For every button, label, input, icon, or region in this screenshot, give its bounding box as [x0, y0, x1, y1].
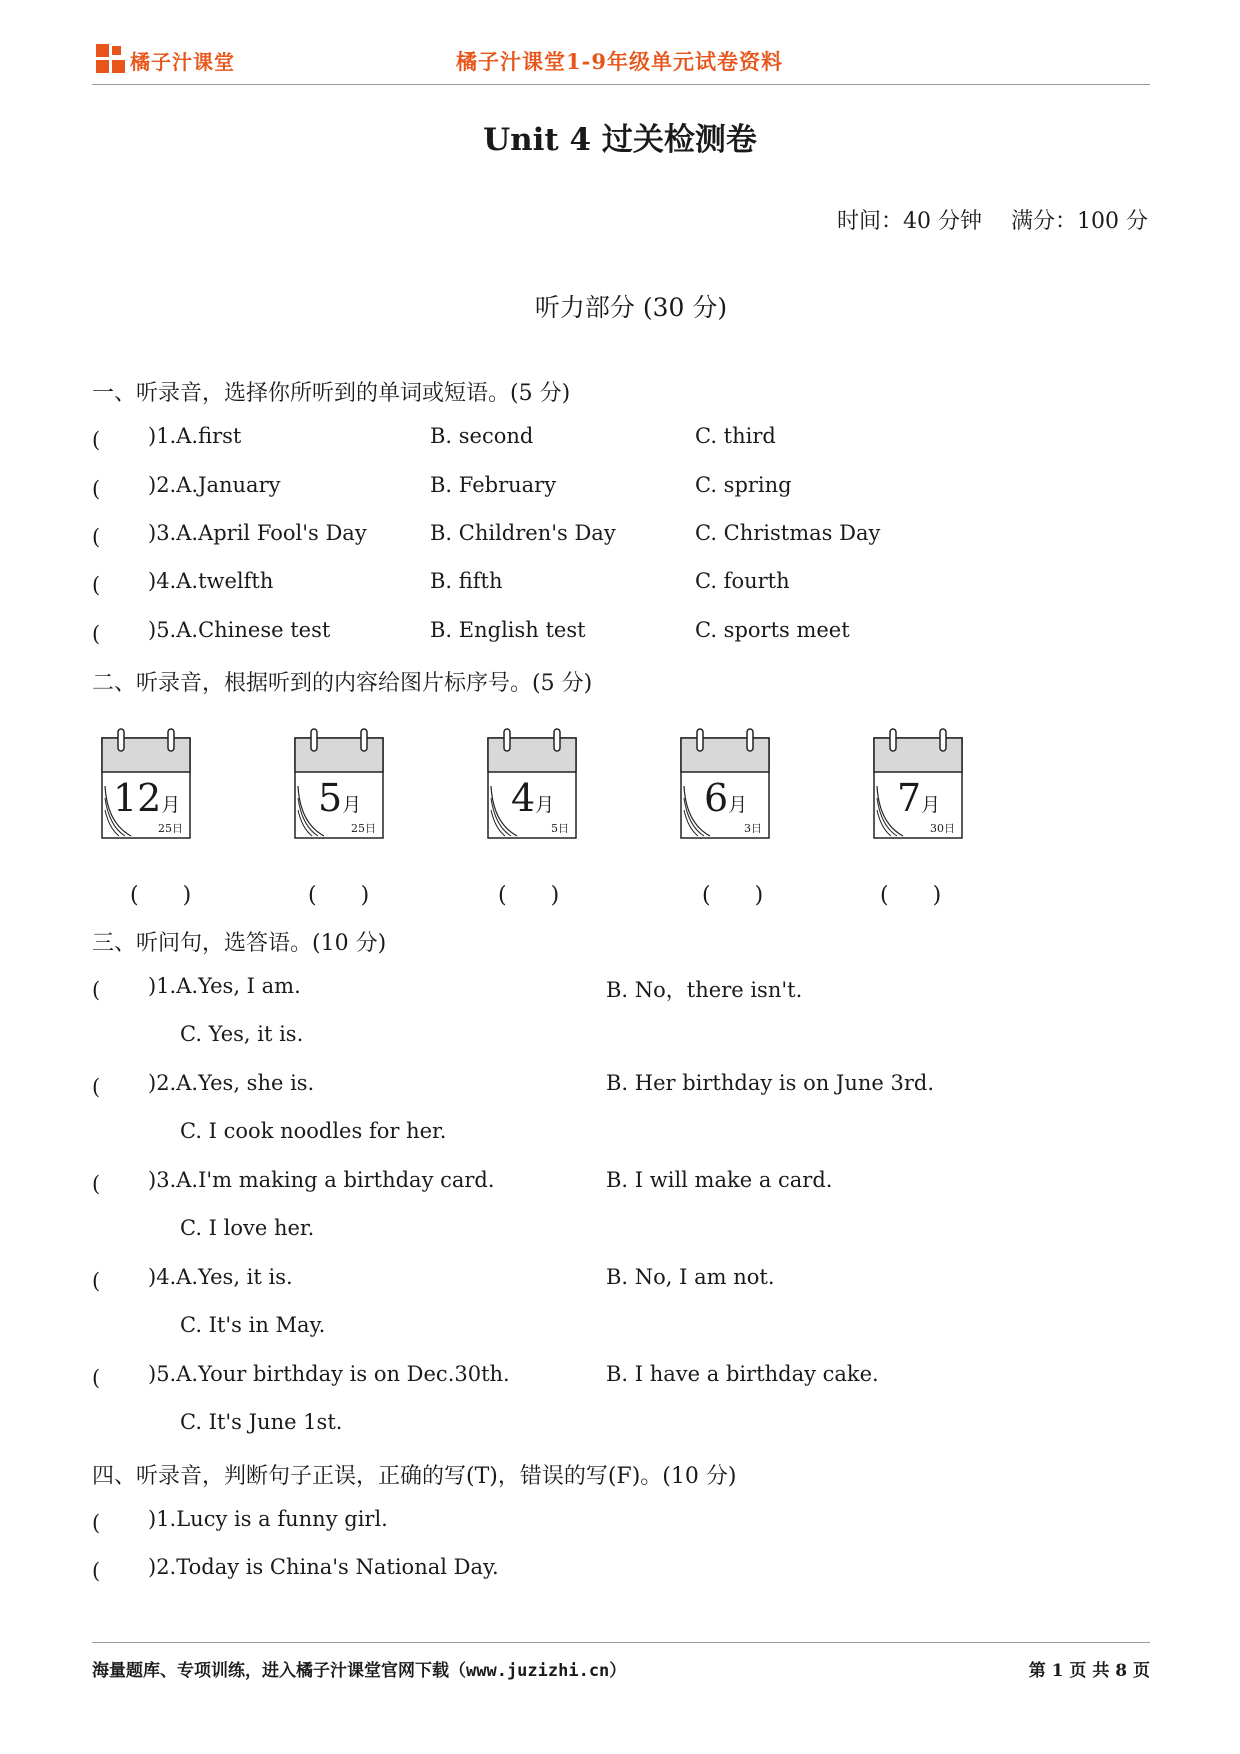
calendar-day: 3日 [744, 822, 762, 835]
answer-blank[interactable]: ( [92, 573, 143, 597]
logo-icon [96, 44, 126, 74]
calendar-day: 25日 [158, 822, 183, 835]
calendar-answer-blank[interactable]: ( ) [880, 883, 942, 908]
time-score-info: 时间：40 分钟 满分：100 分 [837, 209, 1148, 234]
option-b: B. I will make a card. [606, 1168, 833, 1192]
option-a: )2.A.Yes, she is. [148, 1071, 315, 1095]
option-b: B. February [430, 473, 557, 497]
statement: )1.Lucy is a funny girl. [148, 1507, 388, 1531]
option-a: )4.A.Yes, it is. [148, 1265, 293, 1289]
option-b: B. second [430, 424, 534, 448]
statement: )2.Today is China's National Day. [148, 1555, 499, 1579]
calendar-image [873, 728, 963, 840]
footer-promo: 海量题库、专项训练，进入橘子汁课堂官网下载（www.juzizhi.cn） [92, 1661, 627, 1681]
q2-heading: 二、听录音，根据听到的内容给图片标序号。(5 分) [92, 671, 593, 696]
answer-blank[interactable]: ( [92, 1511, 143, 1535]
calendar-image [680, 728, 770, 840]
option-b: B. I have a birthday cake. [606, 1362, 879, 1386]
option-c: C. I love her. [180, 1216, 315, 1240]
footer-divider [92, 1642, 1150, 1643]
option-b: B. fifth [430, 569, 503, 593]
option-b: B. No, I am not. [606, 1265, 775, 1289]
option-c: C. spring [695, 473, 792, 497]
option-b: B. No，there isn't. [606, 978, 803, 1002]
page-number: 第 1 页 共 8 页 [1028, 1661, 1150, 1681]
option-a: )3.A.I'm making a birthday card. [148, 1168, 495, 1192]
calendar-answer-blank[interactable]: ( ) [702, 883, 764, 908]
section-title-listening: 听力部分 (30 分) [534, 293, 728, 322]
answer-blank[interactable]: ( [92, 1172, 143, 1196]
answer-blank[interactable]: ( [92, 622, 143, 646]
logo-text: 橘子汁课堂 [130, 50, 235, 74]
answer-blank[interactable]: ( [92, 1559, 143, 1583]
option-c: C. I cook noodles for her. [180, 1119, 447, 1143]
option-b: B. Children's Day [430, 521, 616, 545]
calendar-day: 25日 [351, 822, 376, 835]
calendar-month: 4月 [511, 776, 555, 820]
option-c: C. third [695, 424, 776, 448]
calendar-image [294, 728, 384, 840]
option-c: C. sports meet [695, 618, 850, 642]
option-c: C. Yes, it is. [180, 1022, 304, 1046]
calendar-image [487, 728, 577, 840]
option-a: )5.A.Your birthday is on Dec.30th. [148, 1362, 510, 1386]
calendar-answer-blank[interactable]: ( ) [130, 883, 192, 908]
option-a: )2.A.January [148, 473, 281, 497]
q3-heading: 三、听问句，选答语。(10 分) [92, 931, 387, 956]
option-a: )4.A.twelfth [148, 569, 274, 593]
answer-blank[interactable]: ( [92, 477, 143, 501]
calendar-month: 5月 [318, 776, 362, 820]
calendar-day: 5日 [551, 822, 569, 835]
header-title: 橘子汁课堂1-9年级单元试卷资料 [456, 49, 783, 74]
q4-heading: 四、听录音，判断句子正误，正确的写(T)，错误的写(F)。(10 分) [92, 1464, 737, 1489]
option-c: C. Christmas Day [695, 521, 881, 545]
calendar-answer-blank[interactable]: ( ) [308, 883, 370, 908]
q1-heading: 一、听录音，选择你所听到的单词或短语。(5 分) [92, 381, 571, 406]
option-c: C. It's June 1st. [180, 1410, 343, 1434]
option-b: B. Her birthday is on June 3rd. [606, 1071, 935, 1095]
option-a: )3.A.April Fool's Day [148, 521, 367, 545]
option-b: B. English test [430, 618, 586, 642]
option-c: C. fourth [695, 569, 790, 593]
calendar-answer-blank[interactable]: ( ) [498, 883, 560, 908]
calendar-image [101, 728, 191, 840]
calendar-month: 6月 [704, 776, 748, 820]
answer-blank[interactable]: ( [92, 978, 143, 1002]
option-c: C. It's in May. [180, 1313, 326, 1337]
calendar-month: 7月 [897, 776, 941, 820]
answer-blank[interactable]: ( [92, 1366, 143, 1390]
answer-blank[interactable]: ( [92, 525, 143, 549]
answer-blank[interactable]: ( [92, 1075, 143, 1099]
document-title: Unit 4 过关检测卷 [483, 122, 757, 158]
option-a: )1.A.first [148, 424, 242, 448]
option-a: )5.A.Chinese test [148, 618, 331, 642]
header-divider [92, 84, 1150, 85]
answer-blank[interactable]: ( [92, 1269, 143, 1293]
calendar-day: 30日 [930, 822, 955, 835]
answer-blank[interactable]: ( [92, 428, 143, 452]
calendar-month: 12月 [113, 776, 181, 820]
option-a: )1.A.Yes, I am. [148, 974, 301, 998]
